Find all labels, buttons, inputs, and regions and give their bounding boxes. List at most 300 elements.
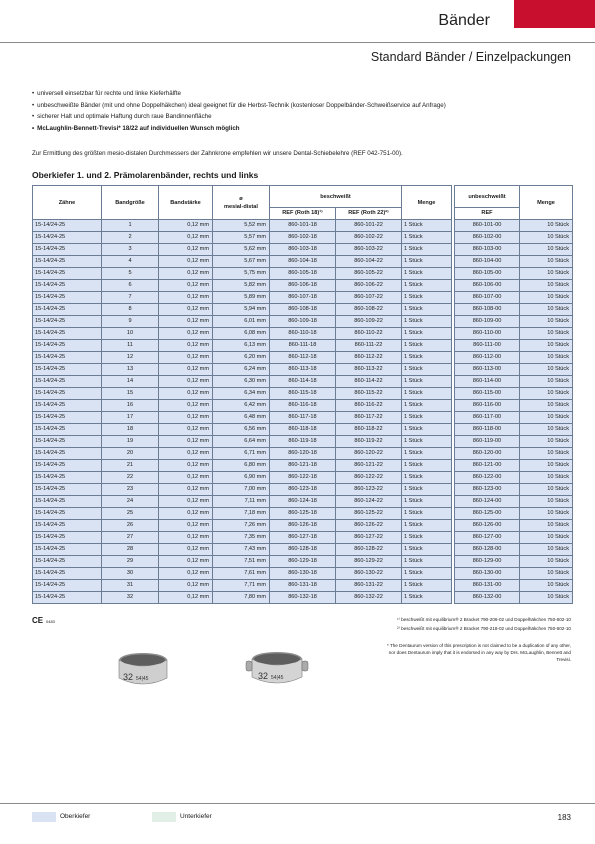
cell-teeth: 15-14/24-25 xyxy=(33,400,102,412)
cell-ref: 860-130-00 xyxy=(455,568,520,580)
cell-ref22: 860-121-22 xyxy=(336,460,402,472)
cell-thickness: 0,12 mm xyxy=(159,424,213,436)
cell-diameter: 6,20 mm xyxy=(213,352,270,364)
header-ref: REF xyxy=(455,208,520,220)
cell-teeth: 15-14/24-25 xyxy=(33,532,102,544)
cell-ref18: 860-128-18 xyxy=(270,544,336,556)
cell-diameter: 5,89 mm xyxy=(213,292,270,304)
cell-teeth: 15-14/24-25 xyxy=(33,556,102,568)
header-welded: beschweißt xyxy=(270,186,402,208)
feature-item: • sicherer Halt und optimale Haftung durch raue Bandinnenfläche xyxy=(32,111,446,123)
cell-ref: 860-125-00 xyxy=(455,508,520,520)
cell-qty: 1 Stück xyxy=(402,364,452,376)
cell-diameter: 7,51 mm xyxy=(213,556,270,568)
table-row xyxy=(33,532,573,544)
cell-ref: 860-132-00 xyxy=(455,592,520,604)
cell-qty2: 10 Stück xyxy=(520,496,573,508)
cell-qty2: 10 Stück xyxy=(520,460,573,472)
cell-diameter: 6,13 mm xyxy=(213,340,270,352)
diameter-label: mesial-distal xyxy=(224,203,258,210)
cell-ref18: 860-113-18 xyxy=(270,364,336,376)
table-row xyxy=(33,472,573,484)
cell-teeth: 15-14/24-25 xyxy=(33,280,102,292)
table-row xyxy=(33,244,573,256)
cell-teeth: 15-14/24-25 xyxy=(33,244,102,256)
table-row xyxy=(33,460,573,472)
footnote-2: ²⁾ beschweißt mit equilibrium® 2 Bracket 790-218-02 und Doppelhäkchen 750-602-10 xyxy=(397,626,571,631)
feature-list xyxy=(32,88,446,134)
cell-diameter: 6,24 mm xyxy=(213,364,270,376)
cell-diameter: 5,94 mm xyxy=(213,304,270,316)
cell-qty: 1 Stück xyxy=(402,316,452,328)
cell-ref18: 860-107-18 xyxy=(270,292,336,304)
cell-ref22: 860-122-22 xyxy=(336,472,402,484)
cell-ref22: 860-126-22 xyxy=(336,520,402,532)
cell-teeth: 15-14/24-25 xyxy=(33,364,102,376)
cell-ref18: 860-117-18 xyxy=(270,412,336,424)
cell-teeth: 15-14/24-25 xyxy=(33,448,102,460)
table-row xyxy=(33,436,573,448)
cell-ref18: 860-122-18 xyxy=(270,472,336,484)
cell-thickness: 0,12 mm xyxy=(159,316,213,328)
cell-qty2: 10 Stück xyxy=(520,316,573,328)
cell-size: 17 xyxy=(102,412,159,424)
cell-qty: 1 Stück xyxy=(402,304,452,316)
cell-diameter: 6,90 mm xyxy=(213,472,270,484)
cell-qty: 1 Stück xyxy=(402,448,452,460)
header-diameter xyxy=(213,186,270,220)
cell-thickness: 0,12 mm xyxy=(159,556,213,568)
cell-size: 23 xyxy=(102,484,159,496)
cell-ref22: 860-118-22 xyxy=(336,424,402,436)
cell-diameter: 7,26 mm xyxy=(213,520,270,532)
cell-diameter: 7,43 mm xyxy=(213,544,270,556)
cell-diameter: 5,52 mm xyxy=(213,220,270,232)
table-row xyxy=(33,340,573,352)
diameter-symbol: ø xyxy=(239,195,243,202)
cell-diameter: 6,64 mm xyxy=(213,436,270,448)
table-row xyxy=(33,364,573,376)
cell-ref22: 860-101-22 xyxy=(336,220,402,232)
cell-ref18: 860-125-18 xyxy=(270,508,336,520)
cell-thickness: 0,12 mm xyxy=(159,352,213,364)
cell-teeth: 15-14/24-25 xyxy=(33,472,102,484)
ce-number: 0483 xyxy=(46,619,55,624)
cell-ref: 860-116-00 xyxy=(455,400,520,412)
cell-teeth: 15-14/24-25 xyxy=(33,220,102,232)
cell-qty: 1 Stück xyxy=(402,340,452,352)
cell-qty: 1 Stück xyxy=(402,376,452,388)
cell-qty2: 10 Stück xyxy=(520,220,573,232)
cell-qty2: 10 Stück xyxy=(520,304,573,316)
cell-ref22: 860-103-22 xyxy=(336,244,402,256)
cell-teeth: 15-14/24-25 xyxy=(33,460,102,472)
cell-size: 32 xyxy=(102,592,159,604)
cell-ref: 860-131-00 xyxy=(455,580,520,592)
cell-ref22: 860-129-22 xyxy=(336,556,402,568)
table-row xyxy=(33,400,573,412)
cell-thickness: 0,12 mm xyxy=(159,256,213,268)
table-row xyxy=(33,412,573,424)
footnote-1: ¹⁾ beschweißt mit equilibrium® 2 Bracket 790-206-02 und Doppelhäkchen 750-602-10 xyxy=(397,617,571,622)
cell-size: 30 xyxy=(102,568,159,580)
cell-ref22: 860-127-22 xyxy=(336,532,402,544)
cell-ref18: 860-101-18 xyxy=(270,220,336,232)
cell-thickness: 0,12 mm xyxy=(159,280,213,292)
feature-item: • universell einsetzbar für rechte und linke Kieferhälfte xyxy=(32,88,446,100)
table-row xyxy=(33,448,573,460)
feature-item: • McLaughlin-Bennett-Trevisi* 18/22 auf individuellen Wunsch möglich xyxy=(32,123,446,135)
cell-size: 25 xyxy=(102,508,159,520)
section-color-tab xyxy=(514,0,595,28)
cell-size: 10 xyxy=(102,328,159,340)
header-size: Bandgröße xyxy=(102,186,159,220)
cell-diameter: 6,42 mm xyxy=(213,400,270,412)
cell-ref: 860-115-00 xyxy=(455,388,520,400)
cell-ref18: 860-131-18 xyxy=(270,580,336,592)
table-row xyxy=(33,376,573,388)
cell-ref18: 860-116-18 xyxy=(270,400,336,412)
cell-ref: 860-108-00 xyxy=(455,304,520,316)
cell-ref22: 860-104-22 xyxy=(336,256,402,268)
cell-qty: 1 Stück xyxy=(402,232,452,244)
cell-ref18: 860-127-18 xyxy=(270,532,336,544)
cell-qty2: 10 Stück xyxy=(520,484,573,496)
cell-ref22: 860-110-22 xyxy=(336,328,402,340)
trademark-disclaimer: * The Dentaurum version of this prescription is not claimed to be a duplication of any other, nor does Dentaurum imply that it is endorsed in any way by Drs. McLaughlin, Bennett and Trevisi. xyxy=(386,643,571,662)
table-row xyxy=(33,304,573,316)
cell-ref: 860-104-00 xyxy=(455,256,520,268)
legend-swatch-lower xyxy=(152,812,176,822)
cell-qty2: 10 Stück xyxy=(520,424,573,436)
cell-size: 13 xyxy=(102,364,159,376)
cell-ref: 860-124-00 xyxy=(455,496,520,508)
cell-diameter: 6,30 mm xyxy=(213,376,270,388)
table-row xyxy=(33,352,573,364)
cell-ref: 860-114-00 xyxy=(455,376,520,388)
cell-ref22: 860-109-22 xyxy=(336,316,402,328)
header-thickness: Bandstärke xyxy=(159,186,213,220)
cell-ref: 860-117-00 xyxy=(455,412,520,424)
cell-size: 7 xyxy=(102,292,159,304)
cell-teeth: 15-14/24-25 xyxy=(33,508,102,520)
cell-ref: 860-109-00 xyxy=(455,316,520,328)
cell-ref18: 860-112-18 xyxy=(270,352,336,364)
cell-ref22: 860-102-22 xyxy=(336,232,402,244)
cell-size: 21 xyxy=(102,460,159,472)
cell-ref18: 860-102-18 xyxy=(270,232,336,244)
cell-qty2: 10 Stück xyxy=(520,508,573,520)
cell-size: 4 xyxy=(102,256,159,268)
cell-diameter: 7,00 mm xyxy=(213,484,270,496)
table-row xyxy=(33,544,573,556)
cell-qty: 1 Stück xyxy=(402,532,452,544)
cell-ref22: 860-120-22 xyxy=(336,448,402,460)
cell-ref22: 860-115-22 xyxy=(336,388,402,400)
table-row xyxy=(33,316,573,328)
cell-qty: 1 Stück xyxy=(402,412,452,424)
cell-ref: 860-123-00 xyxy=(455,484,520,496)
cell-ref18: 860-123-18 xyxy=(270,484,336,496)
band-tooth-mark: 54|45 xyxy=(136,676,149,682)
cell-qty: 1 Stück xyxy=(402,556,452,568)
band-photo-welded xyxy=(242,645,312,695)
header-unwelded: unbeschweißt xyxy=(455,186,520,208)
header-ref-roth18: REF (Roth 18)¹⁾ xyxy=(270,208,336,220)
cell-ref: 860-102-00 xyxy=(455,232,520,244)
table-row xyxy=(33,280,573,292)
cell-ref22: 860-113-22 xyxy=(336,364,402,376)
cell-qty: 1 Stück xyxy=(402,496,452,508)
cell-teeth: 15-14/24-25 xyxy=(33,376,102,388)
cell-ref: 860-128-00 xyxy=(455,544,520,556)
cell-qty: 1 Stück xyxy=(402,520,452,532)
cell-ref22: 860-116-22 xyxy=(336,400,402,412)
cell-ref: 860-129-00 xyxy=(455,556,520,568)
cell-thickness: 0,12 mm xyxy=(159,496,213,508)
footer-divider xyxy=(0,803,595,804)
cell-diameter: 7,11 mm xyxy=(213,496,270,508)
cell-ref: 860-113-00 xyxy=(455,364,520,376)
cell-teeth: 15-14/24-25 xyxy=(33,292,102,304)
cell-diameter: 6,01 mm xyxy=(213,316,270,328)
cell-thickness: 0,12 mm xyxy=(159,268,213,280)
cell-ref: 860-126-00 xyxy=(455,520,520,532)
cell-teeth: 15-14/24-25 xyxy=(33,544,102,556)
cell-ref22: 860-130-22 xyxy=(336,568,402,580)
cell-teeth: 15-14/24-25 xyxy=(33,520,102,532)
cell-ref18: 860-130-18 xyxy=(270,568,336,580)
cell-thickness: 0,12 mm xyxy=(159,580,213,592)
cell-ref18: 860-132-18 xyxy=(270,592,336,604)
section-title: Bänder xyxy=(438,12,490,29)
cell-size: 2 xyxy=(102,232,159,244)
cell-qty: 1 Stück xyxy=(402,220,452,232)
table-row xyxy=(33,292,573,304)
cell-diameter: 6,34 mm xyxy=(213,388,270,400)
cell-qty2: 10 Stück xyxy=(520,268,573,280)
table-row xyxy=(33,388,573,400)
cell-qty2: 10 Stück xyxy=(520,376,573,388)
cell-teeth: 15-14/24-25 xyxy=(33,412,102,424)
cell-ref18: 860-110-18 xyxy=(270,328,336,340)
cell-qty2: 10 Stück xyxy=(520,388,573,400)
cell-ref18: 860-118-18 xyxy=(270,424,336,436)
cell-size: 27 xyxy=(102,532,159,544)
cell-qty2: 10 Stück xyxy=(520,256,573,268)
cell-thickness: 0,12 mm xyxy=(159,412,213,424)
cell-thickness: 0,12 mm xyxy=(159,436,213,448)
cell-qty: 1 Stück xyxy=(402,580,452,592)
feature-item: • unbeschweißte Bänder (mit und ohne Doppelhäkchen) ideal geeignet für die Herbst-Technik (kostenloser Doppelbänder-Schweißservice auf Anfrage) xyxy=(32,100,446,112)
cell-diameter: 5,57 mm xyxy=(213,232,270,244)
cell-size: 3 xyxy=(102,244,159,256)
cell-ref22: 860-131-22 xyxy=(336,580,402,592)
cell-qty: 1 Stück xyxy=(402,592,452,604)
cell-ref18: 860-124-18 xyxy=(270,496,336,508)
cell-size: 14 xyxy=(102,376,159,388)
cell-ref: 860-110-00 xyxy=(455,328,520,340)
cell-teeth: 15-14/24-25 xyxy=(33,424,102,436)
cell-size: 31 xyxy=(102,580,159,592)
cell-qty2: 10 Stück xyxy=(520,556,573,568)
cell-diameter: 5,62 mm xyxy=(213,244,270,256)
cell-diameter: 7,35 mm xyxy=(213,532,270,544)
page-subtitle: Standard Bänder / Einzelpackungen xyxy=(370,50,571,64)
cell-ref18: 860-126-18 xyxy=(270,520,336,532)
cell-qty2: 10 Stück xyxy=(520,436,573,448)
cell-ref18: 860-111-18 xyxy=(270,340,336,352)
cell-thickness: 0,12 mm xyxy=(159,532,213,544)
cell-qty: 1 Stück xyxy=(402,424,452,436)
cell-size: 12 xyxy=(102,352,159,364)
cell-teeth: 15-14/24-25 xyxy=(33,496,102,508)
cell-qty: 1 Stück xyxy=(402,292,452,304)
cell-ref: 860-121-00 xyxy=(455,460,520,472)
cell-ref18: 860-105-18 xyxy=(270,268,336,280)
table-row xyxy=(33,580,573,592)
table-row xyxy=(33,256,573,268)
cell-qty2: 10 Stück xyxy=(520,448,573,460)
cell-qty2: 10 Stück xyxy=(520,580,573,592)
cell-diameter: 6,08 mm xyxy=(213,328,270,340)
cell-teeth: 15-14/24-25 xyxy=(33,256,102,268)
cell-size: 6 xyxy=(102,280,159,292)
table-row xyxy=(33,508,573,520)
table-row xyxy=(33,424,573,436)
cell-size: 29 xyxy=(102,556,159,568)
cell-teeth: 15-14/24-25 xyxy=(33,232,102,244)
cell-ref22: 860-123-22 xyxy=(336,484,402,496)
cell-thickness: 0,12 mm xyxy=(159,520,213,532)
header-teeth: Zähne xyxy=(33,186,102,220)
cell-thickness: 0,12 mm xyxy=(159,508,213,520)
table-row xyxy=(33,592,573,604)
cell-thickness: 0,12 mm xyxy=(159,244,213,256)
cell-teeth: 15-14/24-25 xyxy=(33,340,102,352)
cell-ref18: 860-119-18 xyxy=(270,436,336,448)
cell-qty: 1 Stück xyxy=(402,388,452,400)
header-quantity: Menge xyxy=(402,186,452,220)
legend-swatch-upper xyxy=(32,812,56,822)
cell-qty2: 10 Stück xyxy=(520,292,573,304)
cell-size: 19 xyxy=(102,436,159,448)
measurement-note: Zur Ermittlung des größten mesio-distalen Durchmessers der Zahnkrone empfehlen wir unsere Dental-Schiebelehre (REF 042-751-00). xyxy=(32,150,403,157)
cell-ref22: 860-108-22 xyxy=(336,304,402,316)
cell-ref18: 860-109-18 xyxy=(270,316,336,328)
cell-qty: 1 Stück xyxy=(402,328,452,340)
cell-qty2: 10 Stück xyxy=(520,472,573,484)
cell-ref18: 860-120-18 xyxy=(270,448,336,460)
cell-teeth: 15-14/24-25 xyxy=(33,304,102,316)
cell-diameter: 6,80 mm xyxy=(213,460,270,472)
table-title: Oberkiefer 1. und 2. Prämolarenbänder, rechts und links xyxy=(32,170,259,180)
cell-diameter: 5,67 mm xyxy=(213,256,270,268)
cell-size: 26 xyxy=(102,520,159,532)
cell-qty: 1 Stück xyxy=(402,244,452,256)
cell-size: 22 xyxy=(102,472,159,484)
cell-teeth: 15-14/24-25 xyxy=(33,328,102,340)
cell-ref22: 860-125-22 xyxy=(336,508,402,520)
cell-ref: 860-101-00 xyxy=(455,220,520,232)
cell-size: 18 xyxy=(102,424,159,436)
cell-qty: 1 Stück xyxy=(402,484,452,496)
table-row xyxy=(33,268,573,280)
cell-ref22: 860-124-22 xyxy=(336,496,402,508)
cell-ref: 860-111-00 xyxy=(455,340,520,352)
cell-thickness: 0,12 mm xyxy=(159,340,213,352)
cell-teeth: 15-14/24-25 xyxy=(33,268,102,280)
cell-thickness: 0,12 mm xyxy=(159,472,213,484)
band-size-mark: 32 xyxy=(123,672,134,682)
cell-qty2: 10 Stück xyxy=(520,592,573,604)
cell-teeth: 15-14/24-25 xyxy=(33,580,102,592)
cell-qty: 1 Stück xyxy=(402,268,452,280)
cell-thickness: 0,12 mm xyxy=(159,232,213,244)
cell-ref18: 860-108-18 xyxy=(270,304,336,316)
band-photo-unwelded xyxy=(112,648,174,692)
cell-qty2: 10 Stück xyxy=(520,244,573,256)
cell-qty: 1 Stück xyxy=(402,472,452,484)
cell-diameter: 6,56 mm xyxy=(213,424,270,436)
cell-qty: 1 Stück xyxy=(402,352,452,364)
table-row xyxy=(33,520,573,532)
ce-mark: CE xyxy=(32,616,44,625)
cell-size: 5 xyxy=(102,268,159,280)
table-row xyxy=(33,232,573,244)
cell-qty2: 10 Stück xyxy=(520,568,573,580)
cell-size: 11 xyxy=(102,340,159,352)
cell-ref22: 860-105-22 xyxy=(336,268,402,280)
table-row xyxy=(33,568,573,580)
cell-qty2: 10 Stück xyxy=(520,532,573,544)
table-row xyxy=(33,496,573,508)
legend-label-upper: Oberkiefer xyxy=(60,813,91,820)
cell-ref: 860-106-00 xyxy=(455,280,520,292)
cell-diameter: 6,48 mm xyxy=(213,412,270,424)
cell-qty: 1 Stück xyxy=(402,256,452,268)
cell-diameter: 7,18 mm xyxy=(213,508,270,520)
cell-ref18: 860-121-18 xyxy=(270,460,336,472)
band-size-mark: 32 xyxy=(258,671,269,681)
cell-thickness: 0,12 mm xyxy=(159,460,213,472)
cell-size: 8 xyxy=(102,304,159,316)
cell-ref18: 860-106-18 xyxy=(270,280,336,292)
cell-teeth: 15-14/24-25 xyxy=(33,352,102,364)
cell-diameter: 7,80 mm xyxy=(213,592,270,604)
cell-size: 15 xyxy=(102,388,159,400)
cell-thickness: 0,12 mm xyxy=(159,376,213,388)
legend-label-lower: Unterkiefer xyxy=(180,813,212,820)
cell-ref: 860-120-00 xyxy=(455,448,520,460)
cell-qty2: 10 Stück xyxy=(520,232,573,244)
cell-size: 20 xyxy=(102,448,159,460)
cell-teeth: 15-14/24-25 xyxy=(33,388,102,400)
cell-ref: 860-127-00 xyxy=(455,532,520,544)
cell-ref: 860-105-00 xyxy=(455,268,520,280)
cell-qty2: 10 Stück xyxy=(520,364,573,376)
cell-ref: 860-122-00 xyxy=(455,472,520,484)
cell-ref: 860-118-00 xyxy=(455,424,520,436)
cell-size: 16 xyxy=(102,400,159,412)
cell-diameter: 5,75 mm xyxy=(213,268,270,280)
cell-teeth: 15-14/24-25 xyxy=(33,592,102,604)
header-quantity-2: Menge xyxy=(520,186,573,220)
cell-thickness: 0,12 mm xyxy=(159,592,213,604)
cell-qty: 1 Stück xyxy=(402,280,452,292)
cell-qty: 1 Stück xyxy=(402,460,452,472)
cell-qty2: 10 Stück xyxy=(520,520,573,532)
